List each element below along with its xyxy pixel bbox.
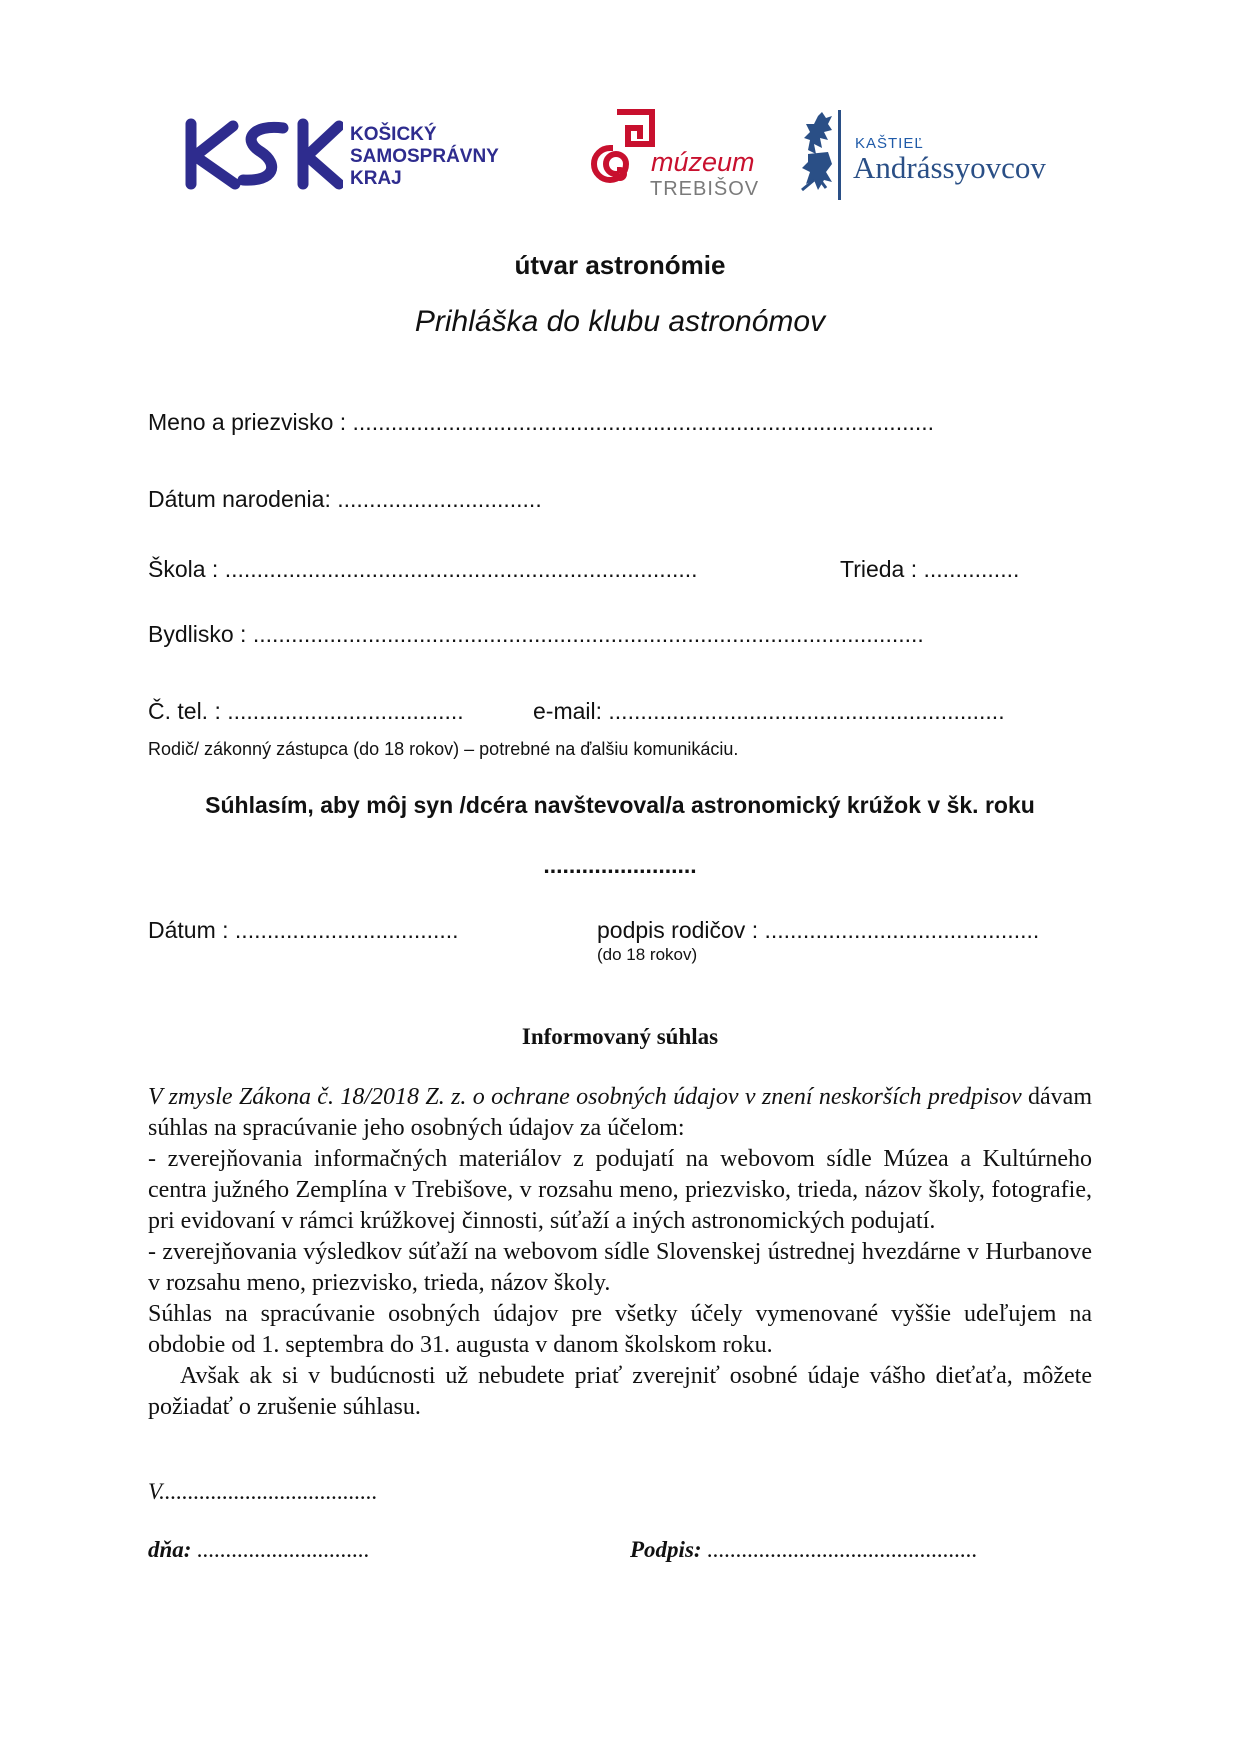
- signature-label: Podpis:: [630, 1537, 702, 1562]
- kastiel-name: Andrássyovcov: [853, 150, 1046, 185]
- place-label: V: [148, 1479, 160, 1504]
- page-title: Prihláška do klubu astronómov: [414, 305, 826, 338]
- informed-consent-title: Informovaný súhlas: [521, 1024, 719, 1049]
- place-blank: ......................................: [159, 1479, 378, 1504]
- school-year-field[interactable]: ........................: [543, 852, 697, 878]
- consent-period: Súhlas na spracúvanie osobných údajov pre všetky účely vymenované vyššie udeľujem na obdobie od 1. septembra do 31. augusta v danom školskom roku.: [148, 1301, 1092, 1358]
- ksk-line-1: KOŠICKÝ: [350, 124, 437, 145]
- signature-blank: ...............................................: [701, 1537, 978, 1562]
- name-field[interactable]: Meno a priezvisko : ...........................................................................................: [148, 409, 935, 435]
- address-field[interactable]: Bydlisko : .........................................................................................................: [148, 621, 924, 647]
- class-field[interactable]: Trieda : ...............: [840, 556, 1020, 582]
- ksk-wordmark: [350, 124, 499, 190]
- day-blank: ..............................: [191, 1537, 370, 1562]
- section-heading: útvar astronómie: [514, 250, 726, 280]
- consent-lead-paragraph: [148, 1082, 1092, 1144]
- day-field[interactable]: [148, 1537, 370, 1563]
- signature-field[interactable]: [630, 1537, 978, 1563]
- informed-consent-body: [148, 1082, 1092, 1423]
- consent-lead-text: dávam súhlas na spracúvanie jeho osobných údajov za účelom:: [148, 1084, 1092, 1141]
- email-field[interactable]: e-mail: ..............................................................: [533, 698, 1005, 724]
- day-label: dňa:: [148, 1537, 192, 1562]
- parent-signature-field[interactable]: podpis rodičov : ...........................................: [597, 917, 1040, 943]
- consent-item-1: - zverejňovania informačných materiálov z podujatí na webovom sídle Múzea a Kultúrneho centra južného Zemplína v Trebišove, v rozsahu meno, priezvisko, trieda, názov školy, fotografie, pri evidovaní v rámci krúžkovej činnosti, súťaží a iných astronomických podujatí.: [148, 1146, 1092, 1234]
- law-reference: V zmysle Zákona č. 18/2018 Z. z. o ochrane osobných údajov v znení neskorších predpisov: [148, 1084, 1022, 1110]
- heraldic-lion-icon: [798, 110, 846, 200]
- guardian-note: Rodič/ zákonný zástupca (do 18 rokov) – potrebné na ďalšiu komunikáciu.: [148, 739, 739, 759]
- muzeum-word: múzeum: [651, 147, 755, 177]
- birth-date-field[interactable]: Dátum narodenia: ................................: [148, 486, 542, 512]
- parent-signature-note: (do 18 rokov): [597, 945, 698, 964]
- muzeum-city: TREBIŠOV: [650, 178, 760, 200]
- ksk-mark-icon: [183, 118, 343, 190]
- consent-revoke: Avšak ak si v budúcnosti už nebudete priať zverejniť osobné údaje vášho dieťaťa, môžete požiadať o zrušenie súhlasu.: [148, 1363, 1092, 1420]
- phone-field[interactable]: Č. tel. : .....................................: [148, 698, 464, 724]
- date-field[interactable]: Dátum : ...................................: [148, 917, 459, 943]
- consent-statement: Súhlasím, aby môj syn /dcéra navštevoval/a astronomický krúžok v šk. roku: [205, 792, 1035, 818]
- consent-item-2: - zverejňovania výsledkov súťaží na webovom sídle Slovenskej ústrednej hvezdárne v Hurbanove v rozsahu meno, priezvisko, trieda, názov školy.: [148, 1239, 1092, 1296]
- muzeum-spiral-icon: [590, 108, 660, 188]
- kastiel-small-label: KAŠTIEĽ: [855, 135, 924, 152]
- ksk-line-3: KRAJ: [350, 168, 402, 189]
- place-field[interactable]: [148, 1479, 378, 1505]
- school-field[interactable]: Škola : ..........................................................................: [148, 556, 698, 582]
- ksk-line-2: SAMOSPRÁVNY: [350, 146, 499, 167]
